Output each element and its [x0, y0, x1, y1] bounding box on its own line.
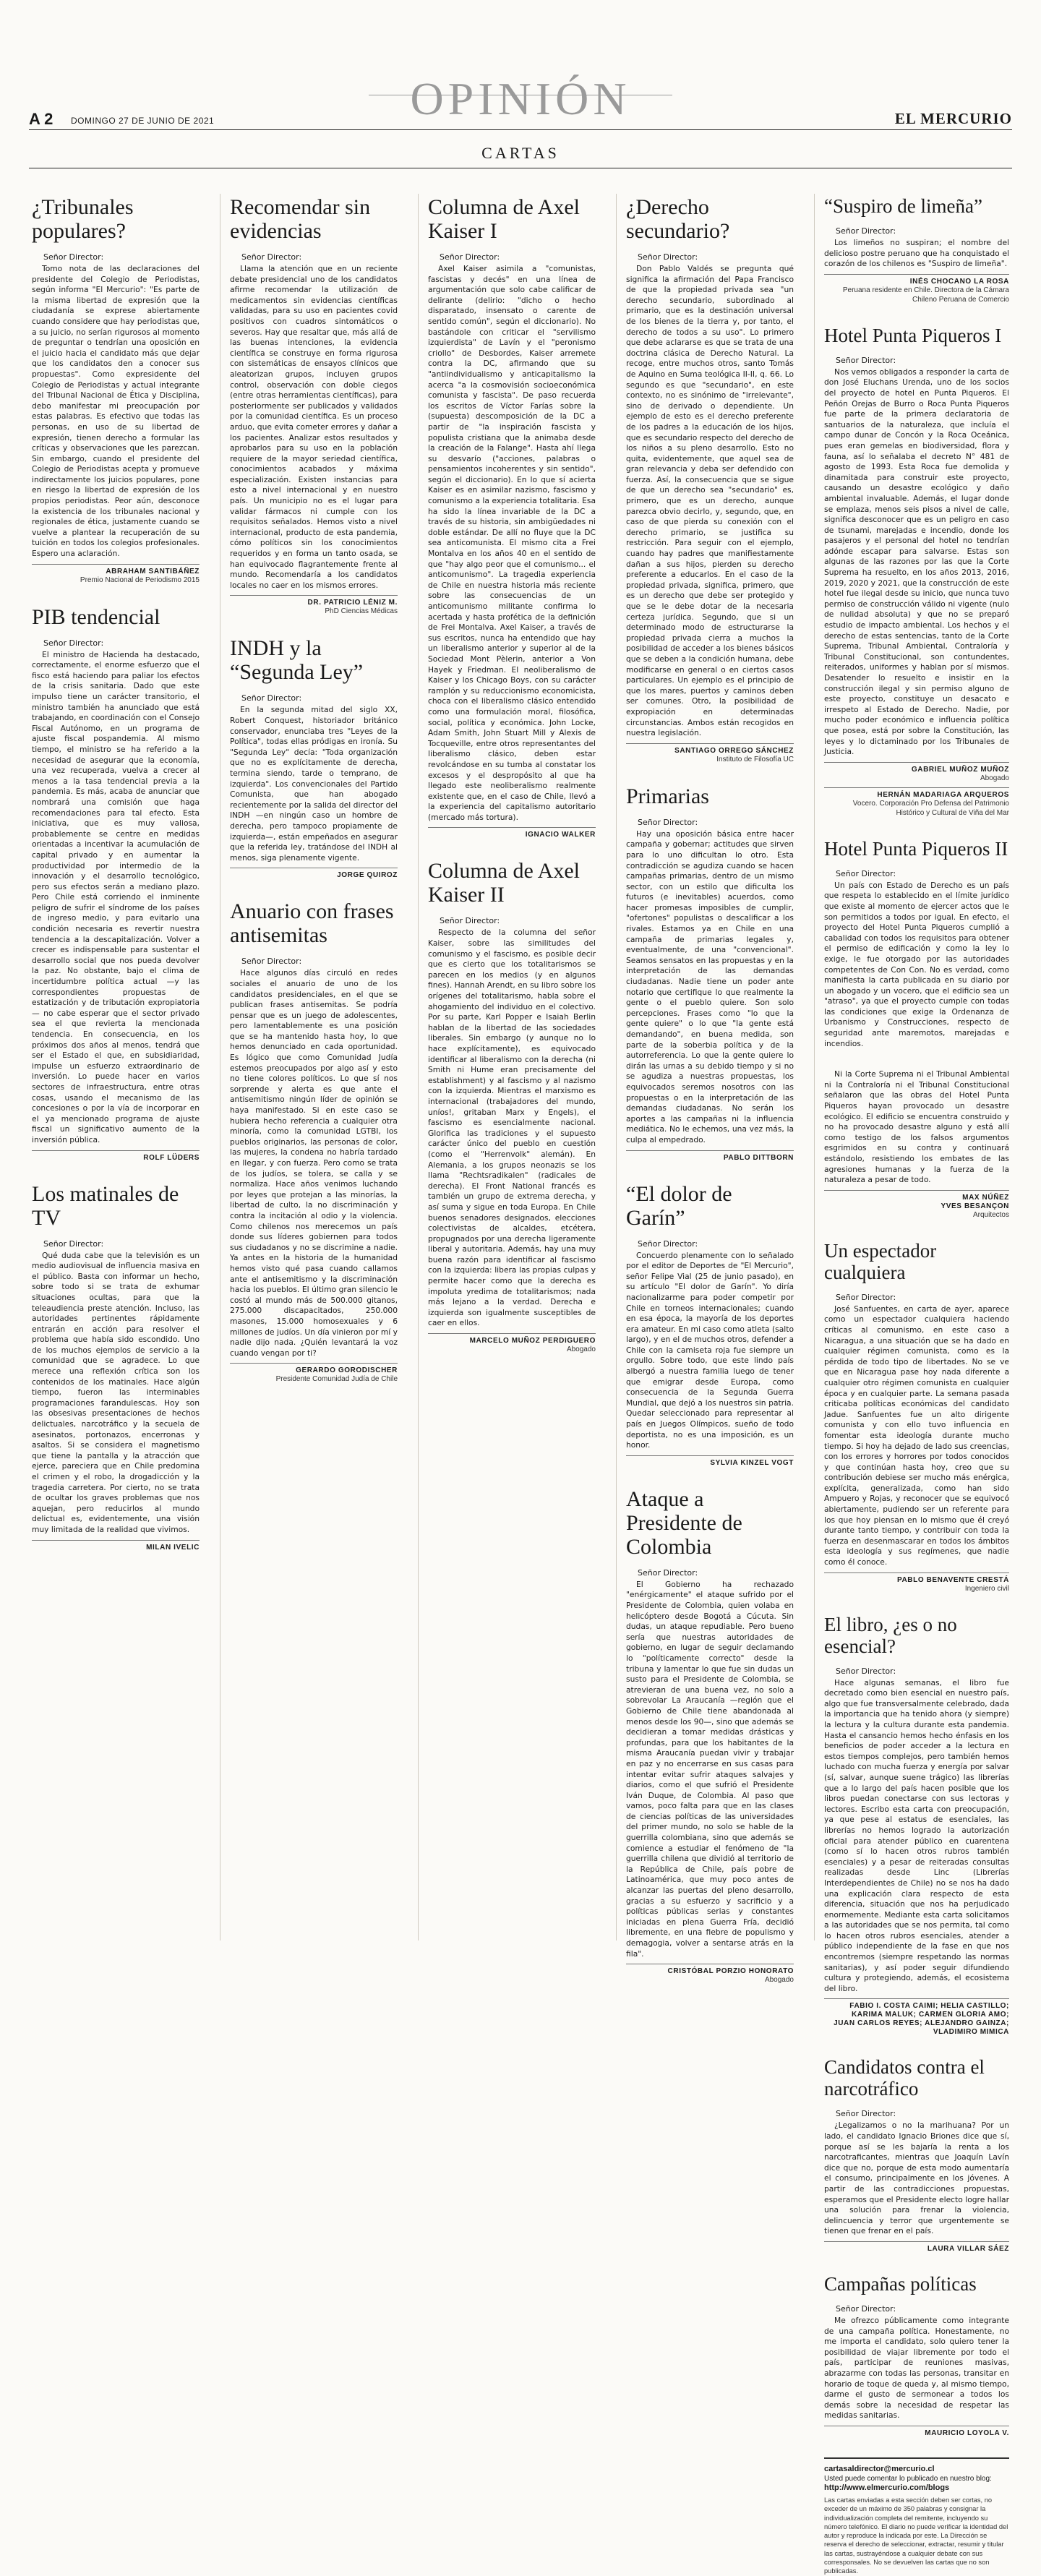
letter-title: Columna de Axel Kaiser II	[428, 859, 580, 907]
subsection-title: CARTAS	[481, 144, 560, 162]
letter-anuario	[230, 899, 398, 1384]
author: MAURICIO LOYOLA V.	[824, 2426, 1009, 2437]
author: FABIO I. COSTA CAIMI; HELIA CASTILLO;	[824, 1998, 1009, 2010]
salutation: Señor Director:	[43, 638, 104, 648]
author-role: Instituto de Filosofía UC	[716, 755, 794, 763]
letter-body: Llama la atención que en un reciente debate presidencial uno de los candidatos afirme recomendar la utilización de medicamentos sin evidencias científicas validadas, para su uso en pacientes covid positivos con cuadros sintomáticos o severos. Hay que resaltar que, más allá de las buenas intenciones, la evidencia científica se construye en forma rigurosa con sistemáticas de ensayos clínicos que aleatorizan grupos, incluyen grupos control, observación con doble ciegos (entre otras herramientas científicas), para posteriormente ser publicados y validados por la comunidad científica. Es un proceso arduo, que evita cometer errores y dañar a los pacientes. Analizar estos resultados y aprobarlos para su uso en la población requiere de la mayor seriedad científica, conocimientos acabados y máxima especialización. Existen instancias para esto a nivel internacional y en nuestro país. Un municipio no es el lugar para validar fármacos ni cumple con los requisitos señalados. Hemos visto a nivel internacional, producto de esta pandemia, cómo políticos sin los conocimientos requeridos y en forma un tanto osada, se han equivocado flagrantemente frente al mundo. Recomendaría a los candidatos locales no caer en los mismos errores.	[230, 264, 398, 590]
salutation: Señor Director:	[836, 355, 896, 365]
author: CRISTÓBAL PORZIO HONORATO	[626, 1964, 794, 1975]
contact-box	[824, 2457, 1009, 2576]
newspaper-name: EL MERCURIO	[894, 110, 1012, 127]
salutation: Señor Director:	[241, 957, 302, 967]
letter-title: Anuario con frases antisemitas	[230, 899, 394, 948]
column-2	[230, 195, 398, 1404]
letter-body: Nos vemos obligados a responder la carta de don José Eluchans Urenda, uno de los socios del proyecto de hotel en Punta Piqueros. El Peñón Orejas de Burro o Roca Punta Piqueros fue parte de la primera declaratoria de santuarios de la naturaleza, que incluía el campo dunar de Concón y la Roca Oceánica, pues eran gemelas en biodiversidad, flora y fauna, así lo señalaba el decreto N° 481 de agosto de 1993. Esta Roca fue demolida y dinamitada para construir este proyecto, causando un desastre ecológico y daño ambiental invaluable. Además, el lugar donde se emplaza, menos seis pisos a nivel de calle, significa desconocer que es un peligro en caso de tsunami, marejadas e incendio, donde los pasajeros y el personal del hotel no tendrían adónde escapar para salvarse. Estas son algunas de las razones por las que la Corte Suprema ha resuelto, en los años 2013, 2016, 2019, 2020 y 2021, que la construcción de este hotel fue ilegal desde su inicio, que nunca tuvo permiso de construcción válido ni vigente (nulo de nulidad absoluta) y que no se preparó estudio de impacto ambiental. Los hechos y el derecho de estas sentencias, tanto de la Corte Suprema, Tribunal Ambiental, Contraloría y Tribunal Constitucional, son contundentes, reiterados, uniformes y hablan por sí mismos. Desatender lo resuelto e insistir en la construcción ilegal y sin permiso alguno de este proyecto, constituye un desacato e irrespeto al Estado de Derecho. Nadie, por mucho poder económico e influencia política que posea, está por sobre la Constitución, las leyes y lo dictaminado por los Tribunales de Justicia.	[824, 367, 1009, 757]
author: YVES BESANÇON	[941, 1202, 1009, 1210]
letter-body: Ni la Corte Suprema ni el Tribunal Ambiental ni la Contraloría ni el Tribunal Constitucional señalaron que las obras del Hotel Punta Piqueros hayan provocado un desastre ecológico. El edificio se encuentra construido y no ha provocado desastre alguno y está allí como testigo de los falsos argumentos esgrimidos en su contra y continuará estándolo, resistiendo los embates de las agresiones humanas y la fuerza de la naturaleza a pesar de todo.	[824, 1069, 1009, 1185]
letter-body: Respecto de la columna del señor Kaiser, sobre las similitudes del comunismo y el fascismo, es posible decir que es cierto que los totalitarismos se parecen en los medios (y en algunos fines). Hannah Arendt, en su libro sobre los orígenes del totalitarismo, habla sobre el ahogamiento del individuo en el colectivo. Por su parte, Karl Popper e Isaiah Berlin hablan de la libertad de las sociedades liberales. Sin embargo (y aunque no lo hace explícitamente), es equivocado identificar al liberalismo con la derecha (ni Smith ni Hume eran precisamente del establishment) y al fascismo y al nazismo con la izquierda. Mientras el marxismo es internacional (trabajadores del mundo, uníos!, gritaban Marx y Engels), el fascismo es esencialmente nacional. Glorifica las tradiciones y el supuesto carácter único del pueblo en cuestión (como el "Herrenvolk" alemán). En Alemania, a los grupos neonazis se los llama "Rechtsradikalen" (radicales de derecha). El Front National francés es también un grupo de extrema derecha, y así suma y sigue en toda Europa. En Chile buenos senadores designados, elecciones colectivistas de alcaldes, etcétera, propugnados por una derecha ligeramente liberal y autoritaria. Además, hay una muy buena razón para identificar al fascismo con la izquierda: libera las propias culpas y permite hacer como que la derecha es impoluta yredima de totalitarismos; nada más lejano a la verdad. Derecha e izquierda son igualmente susceptibles de caer en ellos.	[428, 928, 596, 1328]
salutation: Señor Director:	[638, 817, 698, 827]
author-role: Ingeniero civil	[964, 1584, 1009, 1593]
letter-body: Un país con Estado de Derecho es un país que respeta lo establecido en el límite jurídico que existe al momento de ejercer actos que le son permitidos a todos por igual. En efecto, el proyecto del Hotel Punta Piqueros cumplió a cabalidad con todos los requisitos para obtener el permiso de edificación y como la ley lo exige, le fue otorgado por las autoridades competentes de Con Con. No es verdad, como manifiesta la carta publicada en su diario por un abogado y un vocero, que el edificio sea un "atraso", ya que el proyecto cumple con todas las condiciones que exige la Ordenanza de Urbanismo y Construcciones, respecto de seguridad ante maremotos, marejadas e incendios.	[824, 880, 1009, 1048]
page-number: A 2	[29, 110, 53, 128]
author: VLADIMIRO MIMICA	[933, 2028, 1009, 2037]
author-role: Premio Nacional de Periodismo 2015	[80, 575, 200, 584]
salutation: Señor Director:	[638, 1567, 698, 1578]
salutation: Señor Director:	[638, 1238, 698, 1249]
salutation: Señor Director:	[836, 2109, 896, 2119]
author: MAX NÚÑEZ	[824, 1190, 1009, 1202]
column-1	[32, 195, 200, 1572]
author-role: Arquitectos	[972, 1210, 1009, 1219]
letter-body: En la segunda mitad del siglo XX, Robert Conquest, historiador británico conservador, enunciaba tres "Leyes de la Política", todas ellas pródigas en ironía. Su "Segunda Ley" decía: "Toda organización que no es explícitamente de derecha, termina siendo, tarde o temprano, de izquierda". Los convencionales del Partido Comunista, que han abogado recientemente por la salida del director del INDH —en ningún caso un hombre de derecha, pero tampoco propiamente de izquierda—, están empeñados en asegurar que la referida ley, tratándose del INDH al menos, siga plenamente vigente.	[230, 705, 398, 863]
author: KARIMA MALUK; CARMEN GLORIA AMO;	[851, 2011, 1009, 2019]
author-role: Presidente Comunidad Judía de Chile	[275, 1375, 398, 1384]
letter-title: Hotel Punta Piqueros I	[824, 324, 1002, 346]
author-role: PhD Ciencias Médicas	[325, 607, 398, 616]
letter-indh	[230, 636, 398, 879]
author: JUAN CARLOS REYES; ALEJANDRO GAINZA;	[834, 2019, 1009, 2028]
author: IGNACIO WALKER	[428, 827, 596, 839]
blog-link[interactable]: http://www.elmercurio.com/blogs	[824, 2483, 950, 2492]
column-divider	[418, 194, 419, 1940]
column-divider	[616, 194, 617, 1940]
salutation: Señor Director:	[638, 252, 698, 262]
author: MARCELO MUÑOZ PERDIGUERO	[428, 1333, 596, 1345]
author: ABRAHAM SANTIBÁÑEZ	[32, 564, 200, 575]
letter-title: PIB tendencial	[32, 604, 160, 629]
salutation: Señor Director:	[241, 693, 302, 703]
salutation: Señor Director:	[836, 868, 896, 878]
letter-espectador	[824, 1240, 1009, 1593]
masthead	[29, 0, 1012, 174]
letter-title: ¿Derecho secundario?	[626, 195, 730, 243]
author: JORGE QUIROZ	[230, 868, 398, 879]
letter-tribunales	[32, 195, 200, 585]
letter-title: Primarias	[626, 784, 709, 808]
letter-kaiser-1	[428, 195, 596, 839]
salutation: Señor Director:	[43, 1238, 104, 1249]
letter-title: Candidatos contra el narcotráfico	[824, 2056, 985, 2100]
salutation: Señor Director:	[241, 252, 302, 262]
author: DR. PATRICIO LÉNIZ M.	[230, 595, 398, 607]
letter-matinales	[32, 1182, 200, 1552]
letter-title: “Suspiro de limeña”	[824, 195, 982, 217]
author: GERARDO GORODISCHER	[230, 1363, 398, 1374]
author: HERNÁN MADARIAGA ARQUEROS	[824, 787, 1009, 799]
letter-suspiro	[824, 195, 1009, 304]
letter-body: Hay una oposición básica entre hacer campaña y gobernar; actitudes que sirven para lo uno dificultan lo otro. Esta contradicción se agudiza cuando se hacen campañas primarias, dentro de un mismo sector, con un estilo que dificulta los futuros (e inevitables) acuerdos, como hacer promesas imposibles de cumplir, "ofertones" populistas o descalificar a los rivales. Estamos ya en Chile en una campaña de primarias legales y, eventualmente, de una "convencional". Seamos sensatos en las propuestas y en la interpretación de las demandas ciudadanas. Nadie tiene un poder ante notario que certifique lo que realmente la gente o el pueblo quiere. Son solo percepciones. Frases como "lo que la gente quiere" o lo que "la gente está demandando", en buena medida, son parte de la soberbia política y de la autorreferencia. Lo que la gente quiere lo dirán las urnas a su debido tiempo y si no se agudiza a nuestras propuestas, los equivocados seremos nosotros con las propuestas o en la interpretación de las demandas ciudadanas. No serán los aportes a las campañas ni la influencia mediática. No le echemos, una vez más, la culpa al empedrado.	[626, 829, 794, 1144]
letter-title: Un espectador cualquiera	[824, 1239, 937, 1283]
section-title: OPINIÓN	[410, 73, 631, 124]
letter-primarias	[626, 784, 794, 1162]
letter-body: Tomo nota de las declaraciones del presidente del Colegio de Periodistas, según informa "El Mercurio": "Es parte de la misma libertad de expresión que la ciudadanía se exprese abiertamente cuando considere que hay periodistas que, a su juicio, no serían rigurosos al momento de preguntar o tendrían una oposición en el juicio hacia el candidato más que dejar que los candidatos den a conocer sus propuestas". Como expresidente del Colegio de Periodistas y actual integrante del Tribunal Nacional de Ética y Disciplina, debo manifestar mi preocupación por estas palabras. Es efectivo que todas las personas, en uso de su libertad de expresión, tienen derecho a formular las críticas y observaciones que les parezcan. Sin embargo, cuando el presidente del Colegio de Periodistas acepta y promueve indirectamente los juicios populares, pone en riesgo la libertad de expresión de los propios periodistas. Peor aún, desconoce la existencia de los tribunales nacional y regionales de ética, justamente cuando se vuelve a plantear la recuperación de su tuición en todos los colegios profesionales. Espero una aclaración.	[32, 264, 200, 559]
salutation: Señor Director:	[43, 252, 104, 262]
letter-body: Los limeños no suspiran; el nombre del delicioso postre peruano que ha conquistado el corazón de los chilenos es "Suspiro de limeña".	[824, 238, 1009, 269]
letter-body: Hace algunas semanas, el libro fue decretado como bien esencial en nuestro país, algo que fue transversalmente celebrado, dada la importancia que ha tenido ahora (y siempre) la lectura y la cultura durante esta pandemia. Hasta el cansancio hemos hecho énfasis en los beneficios de poder acceder a la lectura en estos tiempos complejos, pero también hemos luchado con mucha fuerza y energía por salvar (sí, salvar, aunque suene trágico) las librerías que a lo largo del país hacen posible que los libros puedan conectarse con sus lectoras y lectores. Escribo esta carta con preocupación, ya que pese al estatus de esenciales, las librerías no hemos logrado la autorización oficial para atender público en cuarentena (como sí lo hacen otros rubros también esenciales) y a pesar de reiteradas consultas realizadas desde Linc (Librerías Interdependientes de Chile) no se nos ha dado una explicación clara respecto de esta diferencia, situación que nos ha perjudicado enormemente. Mediante esta carta solicitamos a las autoridades que se nos permita, tal como lo hacen otros rubros esenciales, atender a público independiente de la fase en que nos encontremos (siempre respetando las normas sanitarias), y así poder seguir difundiendo cultura y protegiendo, además, el ecosistema del libro.	[824, 1677, 1009, 1993]
letter-title: Ataque a Presidente de Colombia	[626, 1486, 742, 1559]
letter-garin	[626, 1182, 794, 1467]
salutation: Señor Director:	[836, 2303, 896, 2314]
letter-body: Me ofrezco públicamente como integrante de una campaña política. Honestamente, no me importa el candidato, solo quiero tener la posibilidad de viajar libremente por todo el país, participar de reuniones masivas, abrazarme con todas las personas, transitar en horario de toque de queda y, al mismo tiempo, darme el gusto de sermonear a todos los demás sobre la necesidad de respetar las medidas sanitarias.	[824, 2315, 1009, 2421]
letter-title: Hotel Punta Piqueros II	[824, 837, 1008, 860]
column-5	[824, 195, 1009, 2576]
letter-title: Campañas políticas	[824, 2272, 977, 2295]
author: INÉS CHOCANO LA ROSA	[824, 274, 1009, 286]
letter-colombia	[626, 1487, 794, 1985]
letter-kaiser-2	[428, 859, 596, 1354]
author: PABLO BENAVENTE CRESTÁ	[824, 1572, 1009, 1584]
submission-notice: Las cartas enviadas a esta sección deben ser cortas, no exceder de un máximo de 350 palabras y consignar la individualización completa del remitente, incluyendo su número telefónico. El diario no puede verificar la identidad del autor y reproduce la indicada por este. La Dirección se reserva el derecho de seleccionar, extractar, resumir y titular las cartas, sustrayéndose a cualquier debate con sus corresponsales. No se devuelven las cartas que no son publicadas.	[824, 2496, 1008, 2575]
letter-corte-suprema	[824, 1069, 1009, 1220]
publication-date: DOMINGO 27 DE JUNIO DE 2021	[71, 116, 215, 126]
letter-campanas	[824, 2273, 1009, 2437]
letter-body: ¿Legalizamos o no la marihuana? Por un lado, el candidato Ignacio Briones dice que sí, porque así se les bajaría la renta a los narcotraficantes, mientras que Joaquín Lavín dice que no, porque de esta modo aumentaría el consumo, principalmente en los jóvenes. A partir de las contradicciones propuestas, esperamos que el Presidente electo logre hallar una solución para frenar la violencia, delincuencia y terror que urgentemente se tienen que frenar en el país.	[824, 2121, 1009, 2236]
author-role: Abogado	[566, 1345, 596, 1354]
letter-body: Axel Kaiser asimila a "comunistas, fascistas y decés" en una línea de argumentación que solo cabe calificar de delirante (delirio: "dicho o hecho disparatado, insensato o carente de sentido común", según el diccionario). No bastándole con criticar el "servilismo izquierdista" de Lavín y el "peronismo criollo" de Desbordes, Kaiser arremete contra la DC, afirmando que su "antiindividualismo y anticapitalismo la acerca "a la cosmovisión socioeconómica comunista y fascista". De paso recuerda los escritos de Víctor Farías sobre la (supuesta) descomposición de la DC a partir de "la inspiración fascista y populista cristiana que la animaba desde la creación de la Falange". Hasta ahí llega su desvarío ("acciones, palabras o pensamientos incoherentes y sin sentido", según el diccionario). En lo que sí acierta Kaiser es en asimilar nazismo, fascismo y comunismo a la experiencia totalitaria. Esa ha sido la línea invariable de la DC a través de su historia, sin ambigüedades ni doble estándar. De allí no fluye que la DC sea anticomunista. El mismo cita a Frei Montalva en los años 40 en el sentido de que "hay algo peor que el comunismo... el anticomunismo". La tragedia experiencia de Chile en nuestra historia más reciente sobre las consecuencias de un anticomunismo militante confirma lo acertada y hasta profética de la definición de Frei Montalva. Axel Kaiser, a través de sus escritos, nunca ha entendido que hay un liberalismo anterior y superior al de la Sociedad Mont Pèlerin, anterior a Von Hayek y Friedman. El neoliberalismo de Kaiser y los Chicago Boys, con su carácter ramplón y su reduccionismo economicista, choca con el liberalismo clásico entendido como una formulación moral, filosófica, social, política y económica. John Locke, Adam Smith, John Stuart Mill y Alexis de Tocqueville, entre otros representantes del liberalismo clásico, deben estar revolcándose en su tumba al constatar los excesos y el despropósito al que ha llegado este neoliberalismo realmente existente que, en el caso de Chile, llevó a la experiencia del capitalismo autoritario (mercado más tortura).	[428, 264, 596, 822]
salutation: Señor Director:	[836, 226, 896, 236]
author: SYLVIA KINZEL VOGT	[626, 1455, 794, 1467]
letter-punta-piqueros-2	[824, 838, 1009, 1050]
author: SANTIAGO ORREGO SÁNCHEZ	[626, 743, 794, 755]
contact-email[interactable]: cartasaldirector@mercurio.cl	[824, 2464, 935, 2473]
email-note: Usted puede comentar lo publicado en nuestro blog:	[824, 2474, 992, 2483]
letter-title: INDH y la “Segunda Ley”	[230, 636, 364, 685]
letter-libro	[824, 1614, 1009, 2037]
page-bar	[29, 110, 1012, 130]
author-role: Peruana residente en Chile. Directora de la Cámara Chileno Peruana de Comercio	[842, 286, 1009, 304]
letter-title: Los matinales de TV	[32, 1181, 179, 1230]
letter-title: Columna de Axel Kaiser I	[428, 195, 580, 243]
letter-body: El Gobierno ha rechazado "enérgicamente" el ataque sufrido por el Presidente de Colombia, quien volaba en helicóptero desde Bogotá a Cúcuta. Sin dudas, un ataque repudiable. Pero bueno sería que nuestras autoridades de gobierno, en lugar de seguir declamando lo "políticamente correcto" desde la tribuna y lamentar lo que fue sin dudas un susto para el Presidente de Colombia, se atrevieran de una buena vez, no solo a sobrevolar La Araucanía —región que el Gobierno de Chile tiene abandonada al menos desde los 90—, sino que además se decidieran a tomar medidas drásticas y profundas, para que los habitantes de la misma Araucanía puedan vivir y trabajar en paz y no encerrarse en sus casas para intentar evitar sufrir ataques salvajes y diarios, como el que sufrió el Presidente Iván Duque, de Colombia. Al paso que vamos, poco falta para que en las clases de ciencias políticas de las universidades del primer mundo, no solo se hable de la guerrilla colombiana, sino que además se comience a estudiar el fenómeno de "la guerrilla chilena que dividió al territorio de la República de Chile, país pobre de Latinoamérica, que muy poco antes de alcanzar las puertas del pleno desarrollo, gracias a su esfuerzo y sacrificio y a políticas públicas serias y constantes iniciadas en plena Guerra Fría, decidió libremente, en una fiebre de populismo y demagogia, volver a sentarse atrás en la fila".	[626, 1579, 794, 1959]
salutation: Señor Director:	[440, 252, 500, 262]
letter-derecho	[626, 195, 794, 764]
letter-recomendar	[230, 195, 398, 616]
letter-pib	[32, 605, 200, 1162]
letter-body: Don Pablo Valdés se pregunta qué significa la afirmación del Papa Francisco de que la propiedad privada sea "un derecho secundario, subordinado al primario, que es la destinación universal de los bienes de la tierra y, por tanto, el derecho de todos a su uso". Lo primero que debe aclararse es que se trata de una doctrina clásica de Derecho Natural. La recoge, entre muchos otros, santo Tomás de Aquino en Suma teológica II-II, q. 66. Lo segundo es que "secundario", en este contexto, no es sinónimo de "irrelevante", sino de derivado o dependiente. Un ejemplo de esto es el derecho preferente de los padres a la educación de los hijos, que es secundario respecto del derecho de los niños a su pleno desarrollo. Esto no quita, evidentemente, que aquel sea de gran relevancia y deba ser defendido con fuerza. Así, la consecuencia que se sigue de que un derecho sea "secundario" es, primero, que es un derecho, aunque parezca obvio decirlo, y, segundo, que, en caso de que pierda su conexión con el derecho primario, se justifica su restricción. Para seguir con el ejemplo, cuando hay padres que manifiestamente dañan a sus hijos, pierden su derecho preferente a educarlos. En el caso de la propiedad privada, significa, primero, que es un derecho que debe ser protegido y que se le debe dotar de la necesaria certeza jurídica. Segundo, que si un determinado modo de estructurarse la propiedad privada cierra a muchos la posibilidad de acceder a los bienes básicos que se deben a la condición humana, debe modificarse en general o en ciertos casos particulares. Un ejemplo es el principio de que los mares, puertos y caminos deben ser comunes. Otro, la posibilidad de expropiación en determinadas circunstancias. Ambos están recogidos en nuestra legislación.	[626, 264, 794, 738]
author: LAURA VILLAR SÁEZ	[824, 2241, 1009, 2253]
letter-body: Concuerdo plenamente con lo señalado por el editor de Deportes de "El Mercurio", señor Felipe Vial (25 de junio pasado), en su artículo "El dolor de Garín". Yo diría nacionalizarme para poder competir por Chile en torneos internacionales; cuando en esa época, la mayoría de los deportes era amateur. En mi caso como atleta (salto largo), y en el de muchos otros, defender a Chile con la camiseta roja fue siempre un orgullo. Sobre todo, que este lindo país albergó a nuestra familia luego de tener que emigrar desde Europa, como consecuencia de la Segunda Guerra Mundial, que dejó a los nuestros sin patria. Quedar seleccionado para representar al país en Juegos Olímpicos, sueño de todo deportista, no es una imposición, es un honor.	[626, 1250, 794, 1450]
author: GABRIEL MUÑOZ MUÑOZ	[824, 762, 1009, 774]
column-3	[428, 195, 596, 1374]
author-role: Abogado	[764, 1976, 794, 1985]
salutation: Señor Director:	[440, 916, 500, 926]
letter-body: Qué duda cabe que la televisión es un medio audiovisual de influencia masiva en el público. Basta con informar un hecho, sobre todo si se trata de exhumar situaciones ocultas, para que la teleaudiencia preste atención. Incluso, las autoridades pertinentes rápidamente entrarán en acción para resolver el problema que había sido escondido. Uno de los muchos ejemplos de servicio a la comunidad que se agradece. Lo que merece una reflexión crítica son los contenidos de los matinales. Hace algún tiempo, fueron las interminables programaciones farandulescas. Hoy son las obsesivas presentaciones de hechos delictuales, narcotráfico y la secuela de asesinatos, portonazos, encerronas y asaltos. Si se considera el magnetismo que tiene la pantalla y la atracción que ejerce, pareciera que en Chile predomina el crimen y el robo, la drogadicción y la tragedia carretera. Por cierto, no se trata de ocultar los graves problemas que nos aquejan, pero reducirlos al mundo delictual es, evidentemente, una visión muy limitada de la realidad que vivimos.	[32, 1250, 200, 1534]
letter-body: José Sanfuentes, en carta de ayer, aparece como un espectador cualquiera haciendo críticas al comunismo, en este caso a Nicaragua, a una situación que se ha dado en cualquier régimen comunista, como es la pérdida de todo tipo de libertades. No se ve que en Nicaragua pase hoy nada diferente a cualquier otro régimen comunista en cualquier época y en cualquier parte. La semana pasada criticaba políticas económicas del candidato Jadue. Sanfuentes fue un alto dirigente comunista y con ello tuvo influencia en fomentar esta ideología durante mucho tiempo. Si hoy ha dejado de lado sus creencias, con los errores y horrores por todos conocidos y que continúan hasta hoy, creo que su contribución debiese ser mucho más enérgica, explícita, generalizada, como han sido Ampuero y Rojas, y reconocer que se equivocó abiertamente, pudiendo ser un referente para los que hoy piensan en lo mismo que él creyó durante tanto tiempo, y contribuir con toda la fuerza en desenmascarar en todos los ámbitos esta ideología y sus regímenes, que nadie como él conoce.	[824, 1304, 1009, 1567]
author: PABLO DITTBORN	[626, 1150, 794, 1162]
letter-title: “El dolor de Garín”	[626, 1181, 732, 1230]
letter-title: ¿Tribunales populares?	[32, 195, 134, 243]
salutation: Señor Director:	[836, 1292, 896, 1302]
letter-punta-piqueros-1	[824, 325, 1009, 818]
salutation: Señor Director:	[836, 1666, 896, 1676]
author: MILAN IVELIC	[32, 1540, 200, 1552]
author: ROLF LÜDERS	[32, 1150, 200, 1162]
author-role: Vocero. Corporación Pro Defensa del Patrimonio Histórico y Cultural de Viña del Mar	[852, 799, 1009, 817]
author-role: Abogado	[980, 774, 1009, 782]
column-divider	[814, 194, 815, 1940]
letter-body: El ministro de Hacienda ha destacado, correctamente, el enorme esfuerzo que el fisco está haciendo para paliar los efectos de la crisis sanitaria. Dado que este impulso tiene un carácter transitorio, el ministro también ha anunciado que está trabajando, en coordinación con el Consejo Fiscal Autónomo, en un programa de ajuste fiscal pospandemia. Al mismo tiempo, el ministro se ha referido a la necesidad de asegurar que la economía, una vez recuperada, vuelva a crecer al menos a la tasa tendencial previa a la pandemia. Es más, acaba de anunciar que nombrará una comisión que haga recomendaciones para tal efecto. Esta iniciativa, que es muy valiosa, probablemente se centre en medidas orientadas a incentivar la acumulación de capital privado y en aumentar la productividad por intermedio de la innovación y el desarrollo tecnológico, pero sus efectos serán a mediano plazo. Pero Chile está corriendo el inminente peligro de sufrir el síndrome de los países de ingreso medio, y para evitarlo una condición necesaria es revertir nuestra tendencia a la descapitalización. Volver a crecer es indispensable para sustentar el desarrollo social que nos pueda devolver la paz. No obstante, bajo el clima de incertidumbre política actual —y las correspondientes propuestas de estatización y de tributación expropiatoria— no cabe esperar que el sector privado sea el que revierta la mencionada tendencia. En consecuencia, en los próximos dos años al menos, tendrá que ser el Estado el que, en subsidiaridad, impulse un esfuerzo extraordinario de inversión. Lo puede hacer en varios sectores de infraestructura, entre otras cosas, usando el mecanismo de las concesiones o por la vía de incorporar en el ya mencionado programa de ajuste fiscal un significativo aumento de la inversión pública.	[32, 649, 200, 1144]
column-4	[626, 195, 794, 2005]
letter-narcotrafico	[824, 2056, 1009, 2253]
letter-body: Hace algunos días circuló en redes sociales el anuario de uno de los candidatos presidenciales, en el que se publican frases antisemitas. Se podría pensar que es un juego de adolescentes, pero lamentablemente es una posición que se ha mantenido hasta hoy, lo que hemos denunciado en cada oportunidad. Es lógico que como Comunidad Judía estemos preocupados por algo así y esto no tiene colores políticos. Lo que sí nos sorprende y alerta es que ante el antisemitismo ningún líder de opinión se haya manifestado. Si en este caso se hubiera hecho referencia a cualquier otra minoría, como la comunidad LGTBI, los pueblos originarios, las personas de color, las mujeres, la condena no habría tardado en llegar, y con fuerza. Pero como se trata de los judíos, se tolera, se calla y se normaliza. Hace años venimos luchando por leyes que protejan a las minorías, la libertad de culto, la no discriminación y contra la incitación al odio y la violencia. Como chilenos nos merecemos un país donde sus líderes gobiernen para todos sus ciudadanos y no se discrimine a nadie. Ya antes en la historia de la humanidad hemos visto qué pasa cuando callamos ante el antisemitismo y la discriminación hacia los pueblos. El último gran silencio le costó al mundo más de 500.000 gitanos, 275.000 discapacitados, 250.000 masones, 15.000 homosexuales y 6 millones de judíos. Un día vinieron por mí y nadie dijo nada. ¿Quién levantará la voz cuando vengan por ti?	[230, 968, 398, 1358]
letter-title: El libro, ¿es o no esencial?	[824, 1613, 957, 1657]
letter-title: Recomendar sin evidencias	[230, 195, 371, 243]
